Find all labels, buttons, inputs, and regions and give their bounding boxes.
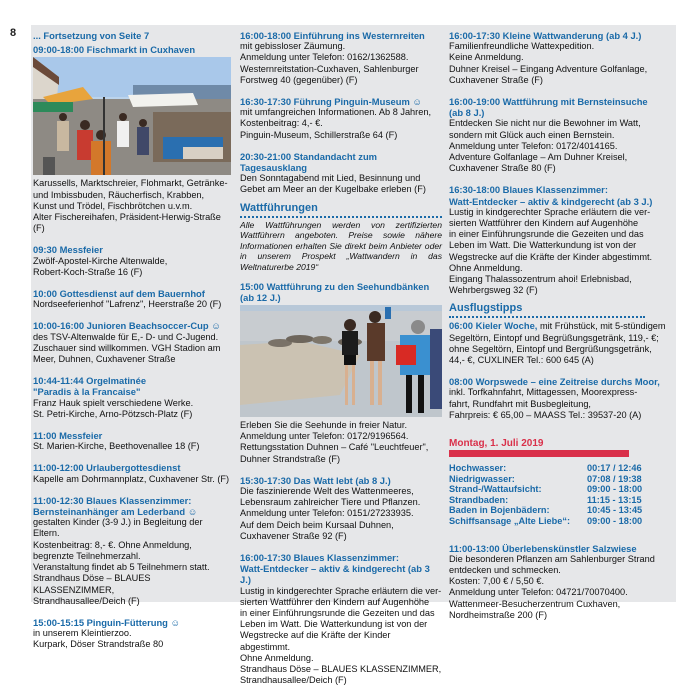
event-line: Lustig in kindgerechter Sprache erläutern die ver- xyxy=(240,585,442,596)
event-line: St. Marien-Kirche, Beethovenallee 18 (F) xyxy=(33,441,200,452)
fish-market-photo xyxy=(33,57,231,175)
event-line: Forstweg 40 (gegenüber) (F) xyxy=(240,74,358,85)
event-line: Veranstaltung findet ab 5 Teilnehmern statt. xyxy=(33,562,210,573)
event-line: Eingang Thalassozentrum ahoi! Erlebnisbad, xyxy=(449,274,632,285)
event-title: 20:30-21:00 Standandacht zum Tagesausklang xyxy=(240,150,378,174)
event-title: 11:00-13:00 Überlebenskünstler Salzwiese xyxy=(449,542,637,554)
event-salzwiese xyxy=(449,543,671,621)
event-line: Entdecken Sie nicht nur die Bewohner im Watt, xyxy=(449,118,641,129)
event-line: Franz Hauk spielt verschiedene Werke. xyxy=(33,397,194,408)
event-line: Duhner Kreisel – Eingang Adventure Golfanlage, xyxy=(449,63,648,74)
event-line: Nordheimstraße 200 (F) xyxy=(449,609,548,620)
event-line: mit umfangreichen Informationen. Ab 8 Jahren, xyxy=(240,107,432,118)
event-line: Wegstrecke auf die Kräfte der Kinder abgestimmt. xyxy=(240,630,391,652)
event-line: Alter Fischereihafen, Präsident-Herwig-Straße (F) xyxy=(33,212,221,234)
event-line: Strandhausallee/Deich (F) xyxy=(33,595,140,606)
trip-worpswede xyxy=(449,376,671,421)
event-line: Erleben Sie die Seehunde in freier Natur. xyxy=(240,420,408,431)
event-line: Kunst und Trödel, Fischbrötchen u.v.m. xyxy=(33,200,193,211)
event-line: mit gebissloser Zäumung. xyxy=(240,41,346,52)
event-title: 10:44-11:44 Orgelmatinée xyxy=(33,375,147,387)
event-line: Anmeldung unter Telefon: 04721/70070400. xyxy=(449,587,628,598)
event-line: Segeltörn, Eintopf und Begrüßungsgetränk, 119,- €; xyxy=(449,332,659,343)
event-line: Gebet am Meer an der Kugelbake erleben (F) xyxy=(240,184,426,195)
event-line: Kapelle am Dohrmannplatz, Cuxhavener Str. (F) xyxy=(33,473,230,484)
event-line: Familienfreundliche Wattexpedition. xyxy=(449,41,595,52)
event-line: St. Petri-Kirche, Arno-Pötzsch-Platz (F) xyxy=(33,408,193,419)
event-line: sondern mit Glück auch einen Bernstein. xyxy=(449,129,615,140)
event-line: Karussells, Marktschreier, Flohmarkt, Getränke- xyxy=(33,178,228,189)
event-messfeier-1 xyxy=(33,244,231,278)
event-title xyxy=(33,320,231,331)
tide-value: 11:15 - 13:15 xyxy=(587,494,642,505)
event-line: sierten Wattführer den Kindern auf Augenhöhe xyxy=(449,218,639,229)
trip-kieler-woche xyxy=(449,320,671,366)
event-line: Adventure Golfanlage – Am Duhner Kreisel, xyxy=(449,152,628,163)
event-line: Kostenbeitrag: 4,- €. xyxy=(240,118,323,129)
event-line: fahrt, Rundfahrt mit Busbegleitung, xyxy=(449,398,591,409)
date-heading: Montag, 1. Juli 2019 xyxy=(449,438,544,450)
event-line: Kosten: 7,00 € / 5,50 €. xyxy=(449,576,545,587)
event-line: Wattenmeer-Besucherzentrum Cuxhaven, xyxy=(449,598,621,609)
event-line: Cuxhavener Straße (F) xyxy=(449,74,543,85)
tide-row xyxy=(449,463,645,474)
event-subtitle: "Paradis à la Francaise" xyxy=(33,386,141,398)
event-title: 11:00-12:30 Blaues Klassenzimmer: xyxy=(33,494,192,506)
column-2 xyxy=(240,30,442,696)
event-pinguin-fuetterung xyxy=(33,617,231,651)
event-line: in unserem Kleintierzoo. xyxy=(33,628,132,639)
event-line: Fahrpreis: € 65,00 – MAASS Tel.: 39537-20 (A) xyxy=(449,409,642,420)
event-westernreiten xyxy=(240,30,442,86)
event-line: Zuschauer sind willkommen. VGH Stadion am xyxy=(33,342,221,353)
event-line: 44,- €, CUXLINER Tel.: 600 645 (A) xyxy=(449,355,594,366)
smiley-icon: ☺ xyxy=(170,616,181,628)
tide-value: 09:00 - 18:00 xyxy=(587,516,643,527)
trip-first-line xyxy=(449,320,671,332)
event-line: Cuxhavener Straße 92 (F) xyxy=(240,530,347,541)
event-line: Nordseeferienhof "Lafrenz", Heerstraße 20 (F) xyxy=(33,299,222,310)
event-line: gestalten Kinder (3-9 J.) in Begleitung der Eltern. xyxy=(33,517,203,539)
event-title: 09:00-18:00 Fischmarkt in Cuxhaven xyxy=(33,44,196,56)
event-title-text: 10:00-16:00 Junioren Beachsoccer-Cup xyxy=(33,320,209,332)
event-line: begrenzte Teilnehmerzahl. xyxy=(33,550,141,561)
tide-label: Niedrigwasser: xyxy=(449,473,515,484)
tide-row xyxy=(449,495,645,506)
event-line: Pinguin-Museum, Schillerstraße 64 (F) xyxy=(240,129,398,140)
event-line: Keine Anmeldung. xyxy=(449,52,524,63)
tide-table xyxy=(449,463,645,527)
smiley-icon: ☺ xyxy=(412,96,422,108)
event-line: Wegstrecke auf die Kräfte der Kinder abgestimmt. xyxy=(449,251,653,262)
event-title: 11:00 Messfeier xyxy=(33,430,103,442)
event-messfeier-2 xyxy=(33,430,231,452)
event-line: Anmeldung unter Telefon: 0162/1362588. xyxy=(240,52,409,63)
tide-label: Schiffsansage „Alte Liebe“: xyxy=(449,516,570,527)
event-line: Ohne Anmeldung. xyxy=(240,652,314,663)
event-fischmarkt xyxy=(33,44,231,234)
tide-value: 10:45 - 13:45 xyxy=(587,505,643,516)
event-urlaubergottesdienst xyxy=(33,462,231,484)
event-bernsteinsuche xyxy=(449,96,671,174)
date-divider-bar xyxy=(449,450,629,457)
event-seehundbaenke xyxy=(240,281,442,465)
event-line: in einer Einführungsrunde die Gezeiten und das xyxy=(449,229,644,240)
event-kleine-wattwanderung xyxy=(449,30,671,86)
event-pinguin-museum xyxy=(240,96,442,141)
event-line: Duhner Strandstraße (F) xyxy=(240,453,341,464)
event-klassenzimmer-bernstein xyxy=(33,495,231,607)
tide-row xyxy=(449,474,645,485)
event-line: Zwölf-Apostel-Kirche Altenwalde, xyxy=(33,255,168,266)
tide-row xyxy=(449,505,645,516)
event-title: 15:00 Wattführung zu den Seehundbänken (ab 12 J.) xyxy=(240,280,430,303)
event-title: 15:30-17:30 Das Watt lebt (ab 8 J.) xyxy=(240,474,391,486)
event-line: Kurpark, Döser Strandstraße 80 xyxy=(33,639,164,650)
continued-note: ... Fortsetzung von Seite 7 xyxy=(33,30,150,41)
event-line: Rettungsstation Duhnen – Café "Leuchtfeuer", xyxy=(240,442,429,453)
smiley-icon: ☺ xyxy=(187,506,198,518)
tide-value: 09:00 - 18:00 xyxy=(587,484,643,495)
wattfuehrungen-intro: Alle Wattführungen werden von zertifizierten Wattführern angeboten. Preise sowie nähere Informationen erhalten Sie direkt beim Anbieter oder in unserem Prospekt „Wattwandern in das Weltnaturerbe 2019“ xyxy=(240,219,442,273)
tide-label: Hochwasser: xyxy=(449,463,507,474)
event-title: 16:00-19:00 Wattführung mit Bernsteinsuche xyxy=(449,96,648,108)
tide-label: Strandbaden: xyxy=(449,494,509,505)
event-line: mit Frühstück, mit 5-stündigem xyxy=(537,321,666,332)
event-line: ohne Segeltörn, Eintopf und Bergrüßungsgetränk, xyxy=(449,343,652,354)
event-title: 10:00 Gottesdienst auf dem Bauernhof xyxy=(33,288,205,300)
event-line: des TSV-Altenwalde für E,- D- und C-Jugend. xyxy=(33,331,219,342)
event-line: Meer, Duhnen, Cuxhavener Straße xyxy=(33,354,176,365)
trip-title: 06:00 Kieler Woche, xyxy=(449,320,538,332)
event-standandacht xyxy=(240,151,442,196)
smiley-icon: ☺ xyxy=(211,320,221,332)
event-line: Kostenbeitrag: 8,- €. Ohne Anmeldung, xyxy=(33,539,192,550)
tide-value: 00:17 / 12:46 xyxy=(587,463,642,474)
tide-row xyxy=(449,484,645,495)
event-line: Wehrbergsweg 32 (F) xyxy=(449,285,538,296)
event-subtitle-text: Bernsteinanhänger am Lederband xyxy=(33,506,186,518)
events-panel xyxy=(31,25,676,686)
section-heading-wattfuehrungen: Wattführungen xyxy=(240,202,442,218)
event-line: Anmeldung unter Telefon: 0151/27233935. xyxy=(240,508,414,519)
event-title: 11:00-12:00 Urlaubergottesdienst xyxy=(33,462,181,474)
event-line: Robert-Koch-Straße 16 (F) xyxy=(33,266,143,277)
event-line: Die faszinierende Welt des Wattenmeeres, xyxy=(240,486,414,497)
event-line: Strandhaus Döse – BLAUES KLASSENZIMMER, xyxy=(33,573,151,595)
tide-label: Strand-/Wattaufsicht: xyxy=(449,484,542,495)
event-line: Leben im Watt. Die Watterkundung ist von der xyxy=(449,240,637,251)
event-title: 16:30-18:00 Blaues Klassenzimmer: xyxy=(449,184,608,196)
event-line: Die besonderen Pflanzen am Sahlenburger Strand xyxy=(449,553,655,564)
event-title: 16:00-17:30 Blaues Klassenzimmer: xyxy=(240,552,399,564)
event-klassenzimmer-watt-2 xyxy=(449,184,671,296)
event-title-text: 15:00-15:15 Pinguin-Fütterung xyxy=(33,616,168,628)
trip-title: 08:00 Worpswede – eine Zeitreise durchs Moor, xyxy=(449,376,660,388)
seal-watching-photo xyxy=(240,305,442,417)
event-title: 16:00-18:00 Einführung ins Westernreiten xyxy=(240,30,425,41)
tide-label: Baden in Bojenbädern: xyxy=(449,505,550,516)
event-line: in einer Einführungsrunde die Gezeiten und das xyxy=(240,608,435,619)
event-line: entdecken und schmecken. xyxy=(449,565,561,576)
event-title: 09:30 Messfeier xyxy=(33,244,103,256)
event-line: Ohne Anmeldung. xyxy=(449,262,523,273)
event-gottesdienst xyxy=(33,288,231,310)
event-line: Anmeldung unter Telefon: 0172/4014165. xyxy=(449,140,618,151)
event-line: und Imbissbuden, Räucherfisch, Krabben, xyxy=(33,189,205,200)
event-subtitle: Watt-Entdecker – aktiv & kindgerecht (ab 3 J.) xyxy=(240,563,430,586)
event-line: Lustig in kindgerechter Sprache erläutern die ver- xyxy=(449,206,651,217)
column-1 xyxy=(33,30,231,661)
tide-value: 07:08 / 19:38 xyxy=(587,473,642,484)
event-line: Strandhausallee/Deich (F) xyxy=(240,675,347,686)
event-subtitle: Watt-Entdecker – aktiv & kindgerecht (ab 3 J.) xyxy=(449,195,653,207)
event-title xyxy=(240,96,442,107)
event-line: Auf dem Deich beim Kursaal Duhnen, xyxy=(240,519,394,530)
event-line: sierten Wattführer den Kindern auf Augenhöhe xyxy=(240,596,430,607)
event-title xyxy=(33,617,231,628)
event-title-text: 16:30-17:30 Führung Pinguin-Museum xyxy=(240,96,410,108)
column-3 xyxy=(449,30,671,631)
event-line: inkl. Torfkahnfahrt, Mittagessen, Moorexpress- xyxy=(449,387,638,398)
event-subtitle: (ab 8 J.) xyxy=(449,107,485,119)
event-line: Lebensraum zahlreicher Tiere und Pflanzen. xyxy=(240,497,421,508)
event-watt-lebt xyxy=(240,475,442,542)
page-number: 8 xyxy=(10,27,17,39)
event-line: Cuxhavener Straße 80 (F) xyxy=(449,163,556,174)
event-klassenzimmer-watt-1 xyxy=(240,552,442,686)
event-subtitle xyxy=(33,506,231,517)
event-line: Strandhaus Döse – BLAUES KLASSENZIMMER, xyxy=(240,664,442,675)
event-line: Anmeldung unter Telefon: 0172/9196564. xyxy=(240,431,409,442)
tide-row xyxy=(449,516,645,527)
event-line: Leben im Watt. Die Watterkundung ist von der xyxy=(240,619,428,630)
section-heading-ausflugstipps: Ausflugstipps xyxy=(449,302,645,318)
event-orgelmatinee xyxy=(33,375,231,420)
event-title: 16:00-17:30 Kleine Wattwanderung (ab 4 J.) xyxy=(449,30,642,41)
event-line: Den Sonntagabend mit Lied, Besinnung und xyxy=(240,173,421,184)
event-beachsoccer xyxy=(33,320,231,365)
event-line: Westernreitstation-Cuxhaven, Sahlenburger xyxy=(240,63,419,74)
